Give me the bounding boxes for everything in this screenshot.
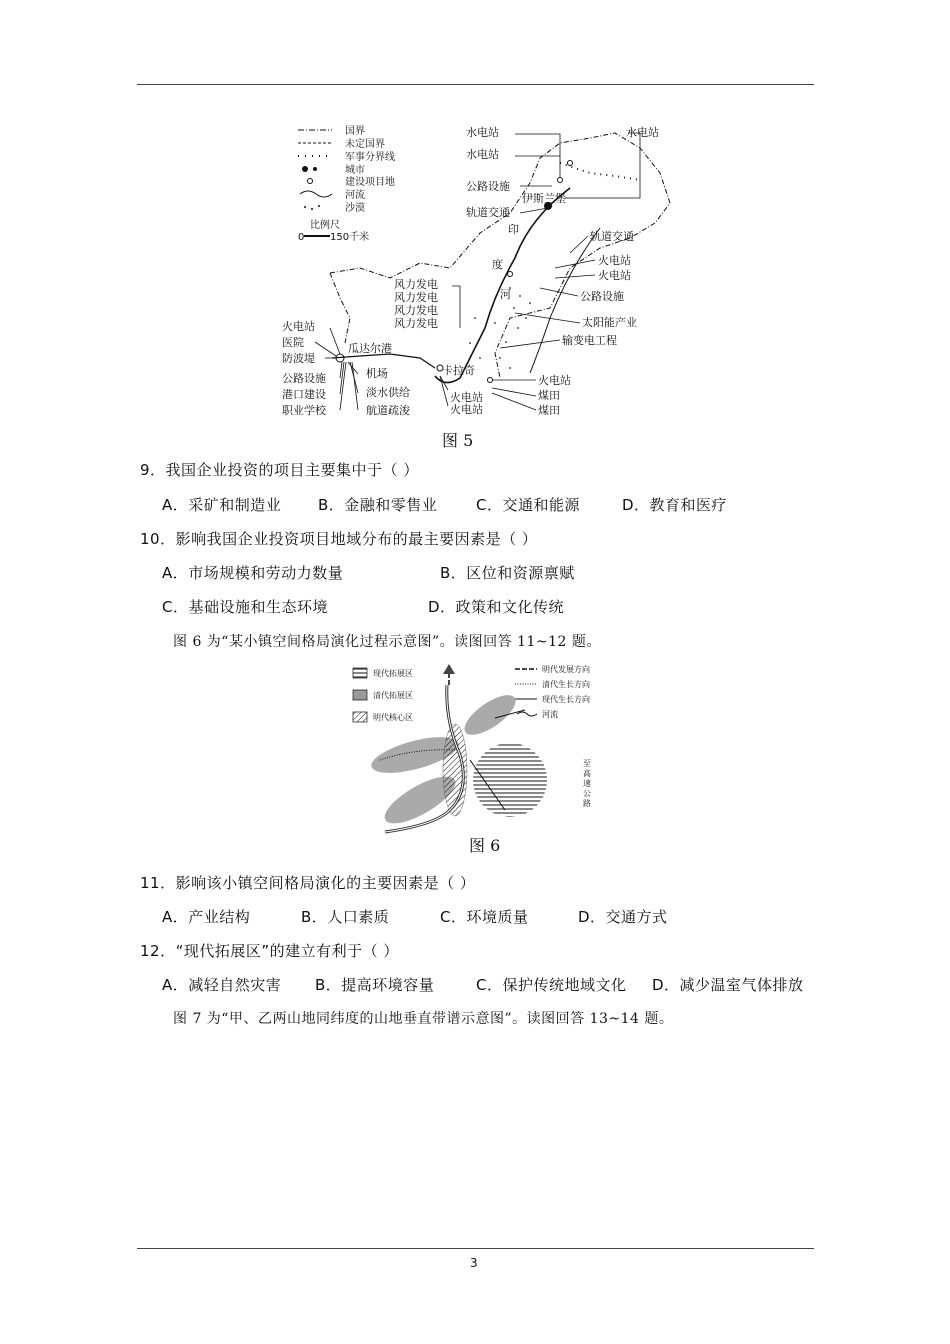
- label-solar: 太阳能产业: [582, 316, 637, 329]
- q9-option-c: C．交通和能源: [476, 496, 580, 514]
- figure6-caption: 图 6: [469, 836, 501, 855]
- q11-option-d: D．交通方式: [578, 908, 668, 926]
- label-india-1: 印: [508, 223, 519, 236]
- legend-desert: 沙漠: [345, 203, 365, 214]
- legend-scale-zero: 0: [298, 232, 305, 243]
- f6-highway-1: 至: [583, 759, 591, 768]
- label-wind-4: 风力发电: [394, 317, 438, 330]
- label-india-2: 度: [492, 258, 503, 271]
- f6-legend-qing-dir: 清代生长方向: [542, 680, 590, 689]
- label-hydro-2: 水电站: [466, 148, 499, 161]
- f6-legend-modern-dir: 现代生长方向: [542, 695, 590, 704]
- label-hospital: 医院: [282, 336, 304, 349]
- label-grid: 输变电工程: [562, 334, 617, 347]
- label-coal-2: 煤田: [538, 404, 560, 417]
- q9-option-d: D．教育和医疗: [622, 496, 728, 514]
- label-road-2: 公路设施: [580, 290, 624, 303]
- page-number: 3: [470, 1256, 479, 1270]
- label-thermal-east: 火电站: [538, 374, 571, 387]
- q12-option-c: C．保护传统地域文化: [476, 976, 627, 994]
- q12-stem: 12．“现代拓展区”的建立有利于（ ）: [140, 942, 399, 960]
- label-rail-1: 轨道交通: [466, 206, 510, 219]
- legend-undetermined-border: 未定国界: [345, 139, 385, 150]
- label-channel: 航道疏浚: [366, 404, 410, 417]
- label-airport: 机场: [366, 367, 388, 380]
- label-road-west: 公路设施: [282, 372, 326, 385]
- figure6-diagram: [345, 660, 610, 835]
- legend-border: 国界: [345, 126, 365, 137]
- q10-option-a: A．市场规模和劳动力数量: [162, 564, 344, 582]
- label-wind-3: 风力发电: [394, 304, 438, 317]
- legend-river: 河流: [345, 190, 365, 201]
- legend-scale: 比例尺: [310, 220, 340, 231]
- label-hydro-3: 水电站: [626, 126, 659, 139]
- q9-option-a: A．采矿和制造业: [162, 496, 282, 514]
- label-gwadar: 瓜达尔港: [348, 342, 392, 355]
- q11-option-a: A．产业结构: [162, 908, 251, 926]
- q9-stem: 9．我国企业投资的项目主要集中于（ ）: [140, 461, 419, 479]
- f6-legend-modern: 现代拓展区: [373, 669, 413, 678]
- f6-highway-4: 公: [583, 789, 591, 798]
- map-legend: [298, 125, 395, 243]
- label-water: 淡水供给: [366, 386, 410, 399]
- label-school: 职业学校: [282, 404, 326, 417]
- legend-military-line: 军事分界线: [345, 152, 395, 163]
- q10-option-c: C．基础设施和生态环境: [162, 598, 328, 616]
- legend-city: 城市: [345, 165, 365, 176]
- f6-legend-river: 河流: [542, 710, 558, 719]
- q10-stem: 10．影响我国企业投资项目地域分布的最主要因素是（ ）: [140, 530, 538, 548]
- f6-legend-qing: 清代拓展区: [373, 691, 413, 700]
- q11-option-c: C．环境质量: [440, 908, 529, 926]
- q9-option-b: B．金融和零售业: [318, 496, 438, 514]
- label-rail-2: 轨道交通: [590, 230, 634, 243]
- label-road-1: 公路设施: [466, 180, 510, 193]
- intro-figure7: 图 7 为“甲、乙两山地同纬度的山地垂直带谱示意图”。读图回答 13~14 题。: [173, 1011, 674, 1027]
- f6-highway-3: 速: [583, 779, 591, 788]
- label-karachi: 卡拉奇: [442, 364, 475, 377]
- legend-scale-km: 150千米: [330, 232, 370, 243]
- label-river-char: 河: [500, 288, 511, 301]
- label-islamabad: 伊斯兰堡: [522, 192, 566, 205]
- q12-option-d: D．减少温室气体排放: [652, 976, 804, 994]
- label-thermal-west: 火电站: [282, 320, 315, 333]
- q12-option-b: B．提高环境容量: [315, 976, 435, 994]
- f6-highway-5: 路: [583, 799, 591, 808]
- footer-rule: [137, 1248, 814, 1249]
- q12-option-a: A．减轻自然灾害: [162, 976, 282, 994]
- label-hydro-1: 水电站: [466, 126, 499, 139]
- label-thermal-k1: 火电站: [450, 391, 483, 404]
- label-thermal-k2: 火电站: [450, 403, 483, 416]
- q10-option-b: B．区位和资源禀赋: [440, 564, 575, 582]
- figure5-map: [270, 118, 690, 423]
- f6-legend-ming: 明代核心区: [373, 713, 413, 722]
- label-coal-1: 煤田: [538, 389, 560, 402]
- q11-stem: 11．影响该小镇空间格局演化的主要因素是（ ）: [140, 874, 476, 892]
- label-wind-1: 风力发电: [394, 278, 438, 291]
- label-wind-2: 风力发电: [394, 291, 438, 304]
- label-thermal-2: 火电站: [598, 269, 631, 282]
- figure5-caption: 图 5: [442, 431, 474, 450]
- legend-project-site: 建设项目地: [345, 177, 395, 188]
- label-breakwater: 防波堤: [282, 352, 315, 365]
- label-port: 港口建设: [282, 388, 326, 401]
- q11-option-b: B．人口素质: [301, 908, 390, 926]
- f6-legend-ming-dir: 明代发展方向: [542, 665, 590, 674]
- header-rule: [137, 84, 814, 85]
- label-thermal-1: 火电站: [598, 254, 631, 267]
- f6-highway-2: 高: [583, 769, 591, 778]
- intro-figure6: 图 6 为“某小镇空间格局演化过程示意图”。读图回答 11~12 题。: [173, 634, 601, 650]
- q10-option-d: D．政策和文化传统: [428, 598, 565, 616]
